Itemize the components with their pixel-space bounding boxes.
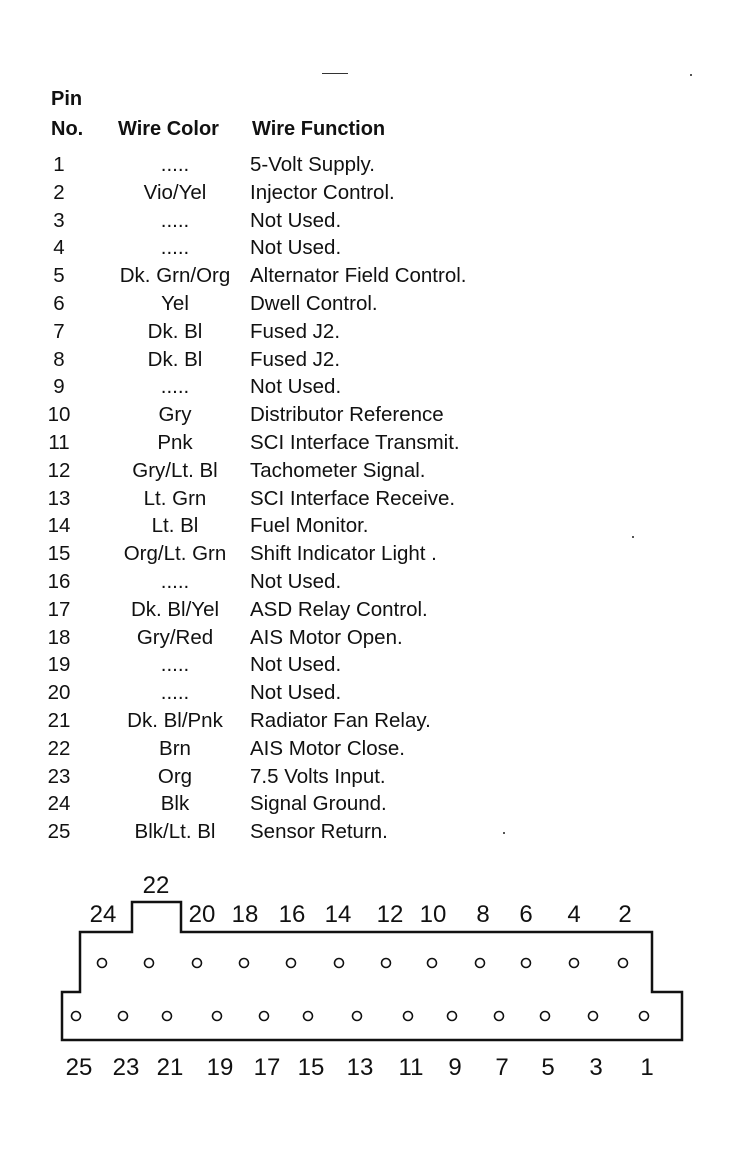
pin-number: 9: [53, 375, 65, 399]
pin-number: 24: [47, 792, 71, 816]
connector-pin-hole: [119, 1012, 128, 1021]
wire-color: Gry/Lt. Bl: [132, 458, 218, 482]
connector-bottom-label: 1: [640, 1054, 654, 1081]
connector-top-label: 12: [376, 901, 404, 928]
pin-number: 6: [53, 292, 65, 315]
wire-function: Injector Control.: [250, 180, 395, 204]
wire-function: Not Used.: [250, 236, 342, 260]
connector-pin-hole: [98, 959, 107, 968]
connector-pin-hole: [260, 1012, 269, 1021]
table-row: [0, 207, 746, 235]
table-row: [0, 151, 746, 179]
connector-pin-hole: [353, 1012, 362, 1021]
table-row: [0, 540, 746, 568]
table-row: [0, 651, 746, 679]
table-row: [0, 318, 746, 346]
connector-pin-hole: [448, 1012, 457, 1021]
wire-function: ASD Relay Control.: [250, 597, 428, 621]
connector-bottom-pins: [72, 1012, 649, 1021]
connector-pin-hole: [522, 959, 531, 968]
connector-pin-hole: [163, 1012, 172, 1021]
connector-bottom-label: 11: [398, 1054, 424, 1081]
wire-color: Dk. Grn/Org: [119, 264, 231, 288]
wire-color: Lt. Grn: [143, 486, 207, 510]
pin-number: 12: [47, 458, 71, 482]
header-pin-line1: Pin: [51, 88, 83, 110]
connector-pin-hole: [287, 959, 296, 968]
wire-color: Dk. Bl/Yel: [130, 597, 220, 621]
connector-drawing: [0, 860, 746, 1100]
pin-number: 7: [53, 319, 65, 343]
wire-color: .....: [160, 375, 190, 399]
wire-color: Vio/Yel: [143, 180, 207, 204]
wire-function: Not Used.: [250, 208, 342, 232]
wire-color: Gry: [158, 403, 192, 427]
connector-pin-hole: [404, 1012, 413, 1021]
wire-function: Shift Indicator Light .: [250, 542, 437, 566]
table-row: [0, 596, 746, 624]
wire-function: AIS Motor Close.: [250, 736, 405, 760]
connector-bottom-label: 5: [541, 1054, 555, 1081]
scan-speck: [690, 74, 692, 76]
table-row: [0, 485, 746, 513]
wire-color: .....: [160, 236, 190, 260]
connector-bottom-labels: [66, 1054, 654, 1081]
connector-bottom-label: 19: [206, 1054, 234, 1081]
table-row: [0, 346, 746, 374]
top-dash-mark: [322, 73, 348, 74]
pin-number: 1: [53, 153, 65, 176]
connector-bottom-label: 15: [297, 1054, 325, 1081]
wire-color: Dk. Bl: [147, 319, 203, 343]
wire-function: Radiator Fan Relay.: [250, 709, 431, 732]
pin-number: 4: [53, 236, 65, 260]
wire-color: Lt. Bl: [151, 514, 199, 538]
wire-color: Gry/Red: [136, 625, 214, 649]
connector-top-label: 20: [188, 901, 216, 928]
wire-function: 7.5 Volts Input.: [250, 764, 386, 788]
wire-function: Distributor Reference: [250, 403, 444, 427]
wire-function: SCI Interface Transmit.: [250, 431, 460, 454]
pin-number: 2: [53, 180, 65, 204]
wire-color: Org/Lt. Grn: [123, 542, 227, 566]
wire-function: Not Used.: [250, 653, 342, 677]
connector-pin-hole: [541, 1012, 550, 1021]
connector-top-label: 6: [519, 901, 533, 928]
connector-top-label: 2: [618, 901, 632, 928]
connector-top-label: 16: [278, 901, 306, 928]
connector-top-label: 10: [419, 901, 447, 928]
connector-bottom-label: 13: [346, 1054, 374, 1081]
wire-function: Not Used.: [250, 681, 342, 705]
connector-bottom-label: 23: [112, 1054, 140, 1081]
wire-function: Fused J2.: [250, 347, 341, 371]
connector-pin-hole: [640, 1012, 649, 1021]
connector-bottom-label: 7: [495, 1054, 509, 1081]
wire-function: AIS Motor Open.: [250, 625, 403, 649]
wire-color: .....: [160, 681, 190, 705]
connector-bottom-label: 21: [156, 1054, 184, 1081]
wire-function: Fuel Monitor.: [250, 514, 369, 538]
wire-function: Dwell Control.: [250, 292, 378, 315]
connector-pin-hole: [335, 959, 344, 968]
connector-bottom-label: 25: [65, 1054, 93, 1081]
connector-pin-hole: [428, 959, 437, 968]
wire-color: .....: [160, 570, 190, 593]
header-pin-line2: No.: [51, 118, 84, 140]
table-row: [0, 735, 746, 763]
pin-number: 5: [53, 264, 65, 288]
wire-color: .....: [160, 208, 190, 232]
wire-function: 5-Volt Supply.: [250, 153, 375, 176]
connector-top-label: 24: [89, 901, 117, 928]
pin-number: 17: [47, 597, 71, 621]
wire-color: Dk. Bl/Pnk: [127, 709, 223, 732]
connector-top-labels: [90, 901, 632, 928]
wire-function: Alternator Field Control.: [250, 264, 467, 288]
wire-function: SCI Interface Receive.: [250, 486, 456, 510]
connector-bottom-label: 17: [253, 1054, 281, 1081]
header-wire-function: Wire Function: [252, 118, 386, 140]
wire-color: Brn: [159, 736, 191, 760]
connector-top-label: 14: [324, 901, 352, 928]
table-row: [0, 818, 746, 846]
wire-function: Tachometer Signal.: [250, 458, 426, 482]
connector-top-label: 8: [476, 901, 490, 928]
pin-number: 18: [47, 625, 71, 649]
wire-color: Yel: [161, 292, 189, 315]
table-row: [0, 179, 746, 207]
pin-number: 11: [48, 431, 70, 454]
connector-pin-hole: [619, 959, 628, 968]
wire-color: .....: [160, 153, 190, 176]
wire-function: Signal Ground.: [250, 792, 387, 816]
table-row: [0, 624, 746, 652]
connector-pin-hole: [72, 1012, 81, 1021]
pin-number: 10: [47, 403, 71, 427]
table-row: [0, 429, 746, 457]
pin-number: 22: [47, 736, 71, 760]
pin-number: 3: [53, 208, 65, 232]
pin-number: 19: [47, 653, 71, 677]
connector-top-pins: [98, 959, 628, 968]
table-row: [0, 262, 746, 290]
table-row: [0, 568, 746, 596]
pin-number: 20: [47, 681, 71, 705]
connector-diagram: [0, 860, 746, 1100]
pin-number: 8: [53, 347, 65, 371]
connector-pin-hole: [240, 959, 249, 968]
table-row: [0, 401, 746, 429]
wire-function: Not Used.: [250, 570, 342, 593]
pin-number: 14: [47, 514, 71, 538]
wire-color: Blk/Lt. Bl: [134, 820, 216, 844]
table-row: [0, 512, 746, 540]
pin-number: 13: [47, 486, 71, 510]
connector-pin-hole: [213, 1012, 222, 1021]
wire-color: Blk: [160, 792, 190, 816]
header-wire-color: Wire Color: [118, 118, 219, 140]
table-row: [0, 457, 746, 485]
wire-function: Not Used.: [250, 375, 342, 399]
pin-number: 21: [47, 709, 71, 732]
table-row: [0, 373, 746, 401]
wire-function: Sensor Return.: [250, 820, 388, 844]
pin-number: 16: [47, 570, 71, 593]
connector-pin-hole: [570, 959, 579, 968]
pin-number: 15: [47, 542, 71, 566]
connector-bottom-label: 3: [589, 1054, 603, 1081]
wire-function: Fused J2.: [250, 319, 341, 343]
connector-pin-hole: [145, 959, 154, 968]
connector-top-label: 18: [231, 901, 259, 928]
wire-color: .....: [160, 653, 190, 677]
table-row: [0, 679, 746, 707]
table-row: [0, 707, 746, 735]
table-row: [0, 763, 746, 791]
connector-pin-hole: [304, 1012, 313, 1021]
wire-color: Org: [157, 764, 193, 788]
connector-key-label: 22: [142, 872, 170, 899]
connector-top-label: 4: [567, 901, 581, 928]
connector-bottom-label: 9: [448, 1054, 462, 1081]
connector-pin-hole: [589, 1012, 598, 1021]
wire-color: Pnk: [157, 431, 193, 454]
wire-color: Dk. Bl: [147, 347, 203, 371]
connector-pin-hole: [495, 1012, 504, 1021]
table-row: [0, 234, 746, 262]
pin-number: 25: [47, 820, 71, 844]
table-row: [0, 290, 746, 318]
connector-pin-hole: [382, 959, 391, 968]
connector-pin-hole: [476, 959, 485, 968]
pin-number: 23: [47, 764, 71, 788]
connector-pin-hole: [193, 959, 202, 968]
table-row: [0, 790, 746, 818]
